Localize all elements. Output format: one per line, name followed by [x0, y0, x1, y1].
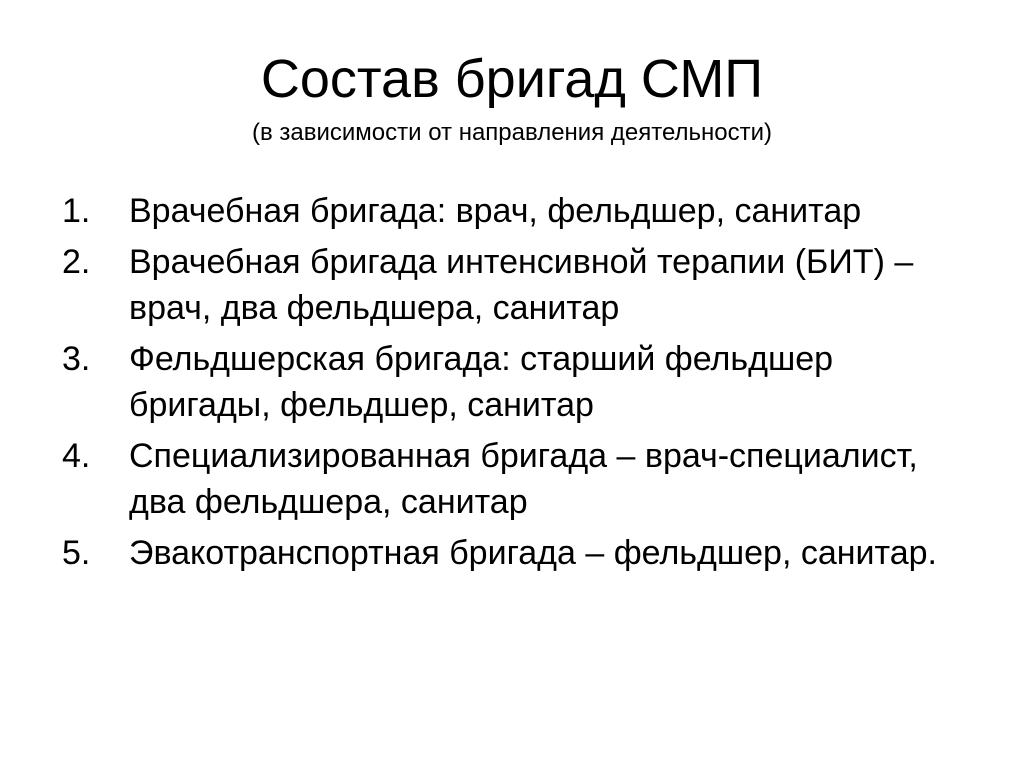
list-item — [62, 188, 982, 234]
list-item-number: 2. — [62, 243, 91, 281]
list-item — [62, 336, 982, 428]
slide-subtitle: (в зависимости от направления деятельности) — [251, 119, 772, 146]
list-item-number: 3. — [62, 340, 91, 378]
list-item-text: Эвакотранспортная бригада – фельдшер, санитар. — [129, 534, 937, 572]
list-item — [62, 239, 982, 331]
slide-title: Состав бригад СМП — [260, 49, 764, 109]
list-item-number: 4. — [62, 437, 91, 475]
list-item-text: Специализированная бригада – врач-специалист, два фельдшера, санитар — [129, 437, 918, 521]
list-item-text: Врачебная бригада интенсивной терапии (БИТ) – врач, два фельдшера, санитар — [129, 243, 914, 327]
list-item-number: 1. — [62, 192, 91, 230]
list-item-text: Врачебная бригада: врач, фельдшер, санитар — [129, 192, 862, 230]
list-item — [62, 433, 982, 525]
list-item — [62, 530, 982, 576]
list-item-text: Фельдшерская бригада: старший фельдшер бригады, фельдшер, санитар — [129, 340, 834, 424]
list-item-number: 5. — [62, 534, 91, 572]
brigade-list — [62, 188, 982, 581]
